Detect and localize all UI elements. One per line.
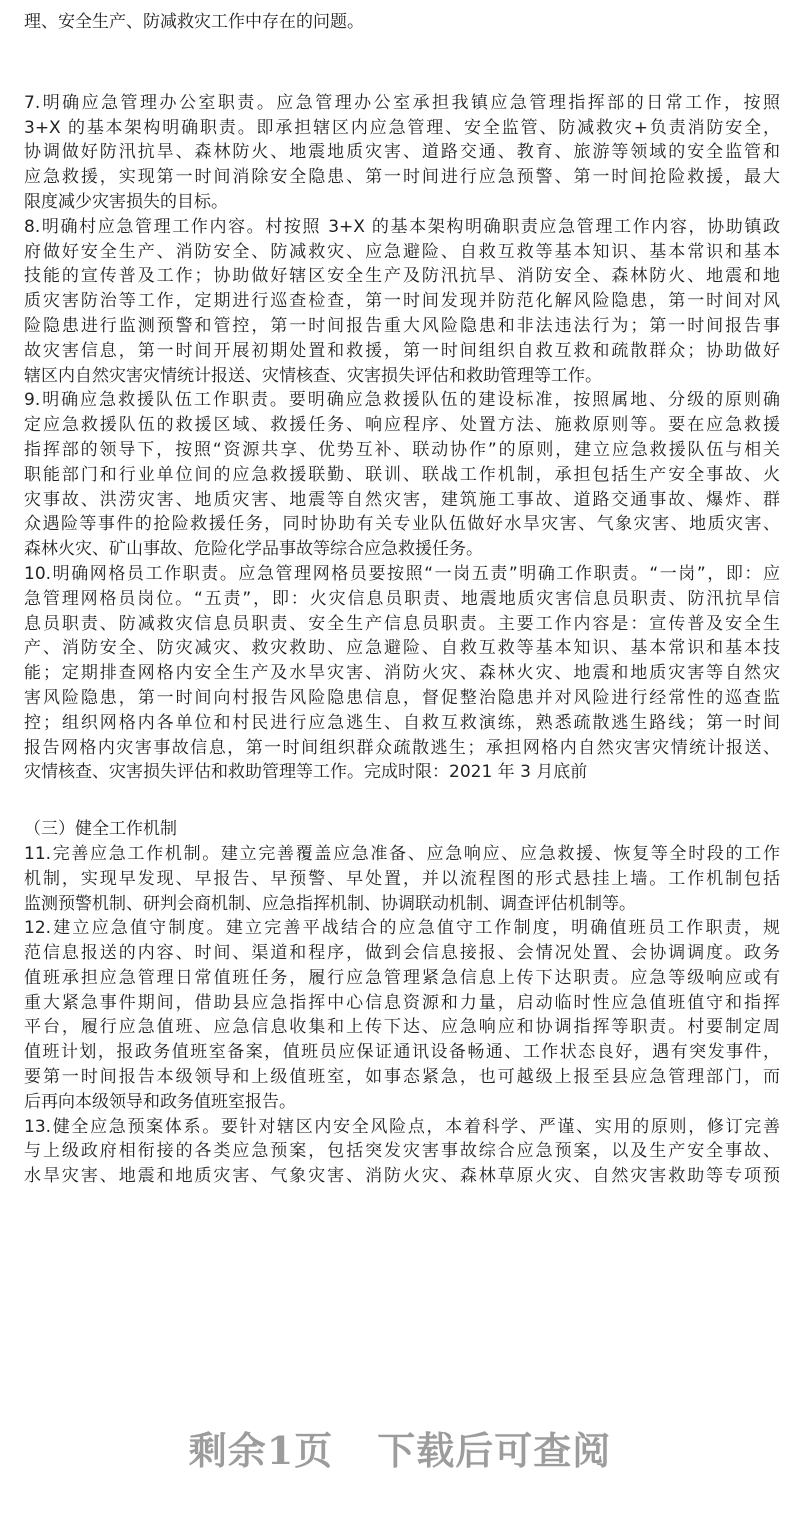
text-line: 与上级政府相衔接的各类应急预案，包括突发灾害事故综合应急预案，以及生产安全事故、: [24, 1141, 780, 1162]
text-line: 要第一时间报告本级领导和上级值班室，如事态紧急，也可越级上报至县应急管理部门，而: [24, 1067, 780, 1088]
text-line: 控；组织网格内各单位和村民进行应急逃生、自救互救演练，熟悉疏散逃生路线；第一时间: [24, 712, 780, 733]
text-line: 灾情核查、灾害损失评估和救助管理等工作。完成时限：2021 年 3 月底前: [24, 762, 588, 783]
text-line: 能；定期排查网格内安全生产及水旱灾害、消防火灾、森林火灾、地震和地质灾害等自然灾: [24, 663, 780, 684]
text-line: 范信息报送的内容、时间、渠道和程序，做到会信息接报、会情况处置、会协调调度。政务: [24, 943, 780, 964]
text-line: 值班承担应急管理日常值班任务，履行应急管理紧急信息上传下达职责。应急等级响应或有: [24, 967, 780, 988]
text-line: 府做好安全生产、消防安全、防减救灾、应急避险、自救互救等基本知识、基本常识和基本: [24, 241, 780, 262]
text-line: 报告网格内灾害事故信息，第一时间组织群众疏散逃生；承担网格内自然灾害灾情统计报送、: [24, 737, 780, 758]
text-line: 定应急救援队伍的救援区域、救援任务、响应程序、处置方法、施救原则等。要在应急救援: [24, 415, 780, 436]
download-prompt[interactable]: [0, 1420, 800, 1475]
text-line: 森林火灾、矿山事故、危险化学品事故等综合应急救援任务。: [24, 539, 483, 560]
text-line: 7.明确应急管理办公室职责。应急管理办公室承担我镇应急管理指挥部的日常工作，按照: [24, 92, 780, 113]
paragraph: [24, 916, 780, 1114]
remaining-pages-label[interactable]: 剩余1页: [188, 1428, 334, 1473]
paragraph: [24, 1115, 780, 1189]
download-to-view-label[interactable]: 下载后可查阅: [377, 1428, 612, 1473]
text-line: 害风险隐患，第一时间向村报告风险隐患信息，督促整治隐患并对风险进行经常性的巡查监: [24, 687, 780, 708]
text-line: 后再向本级领导和政务值班室报告。: [24, 1091, 296, 1112]
section-heading: [24, 817, 780, 842]
paragraph: [24, 91, 780, 215]
text-line: 理、安全生产、防减救灾工作中存在的问题。: [24, 12, 364, 32]
text-line: 技能的宣传普及工作；协助做好辖区安全生产及防汛抗旱、消防安全、森林防火、地震和地: [24, 266, 780, 287]
text-line: 10.明确网格员工作职责。应急管理网格员要按照“一岗五责”明确工作职责。“一岗”，即：应: [24, 563, 780, 584]
text-line: 水旱灾害、地震和地质灾害、气象灾害、消防火灾、森林草原火灾、自然灾害救助等专项预: [24, 1166, 780, 1187]
text-line: 重大紧急事件期间，借助县应急指挥中心信息资源和力量，启动临时性应急值班值守和指挥: [24, 992, 780, 1013]
paragraph: [24, 215, 780, 389]
text-line: 8.明确村应急管理工作内容。村按照 3+X 的基本架构明确职责应急管理工作内容，协助镇政: [24, 216, 780, 237]
document-body: [24, 10, 780, 1189]
text-line: 众遇险等事件的抢险救援任务，同时协助有关专业队伍做好水旱灾害、气象灾害、地质灾害、: [24, 514, 780, 535]
text-line: 险隐患进行监测预警和管控，第一时间报告重大风险隐患和非法违法行为；第一时间报告事: [24, 315, 780, 336]
paragraph: [24, 842, 780, 916]
text-line: 辖区内自然灾害灾情统计报送、灾情核查、灾害损失评估和救助管理等工作。: [24, 365, 602, 386]
paragraph: [24, 388, 780, 562]
text-line: 9.明确应急救援队伍工作职责。要明确应急救援队伍的建设标准，按照属地、分级的原则确: [24, 390, 780, 411]
text-line: 指挥部的领导下，按照“资源共享、优势互补、联动协作”的原则，建立应急救援队伍与相关: [24, 439, 780, 460]
paragraph: [24, 562, 780, 785]
text-line: 机制，实现早发现、早报告、早预警、早处置，并以流程图的形式悬挂上墙。工作机制包括: [24, 868, 780, 889]
text-line: 职能部门和行业单位间的应急救援联勤、联训、联战工作机制，承担包括生产安全事故、火: [24, 464, 780, 485]
text-line: 应急救援，实现第一时间消除安全隐患、第一时间进行应急预警、第一时间抢险救援，最大: [24, 167, 780, 188]
text-line: 限度减少灾害损失的目标。: [24, 191, 228, 212]
text-line: 故灾害信息，第一时间开展初期处置和救援，第一时间组织自救互救和疏散群众；协助做好: [24, 340, 780, 361]
text-line: 产、消防安全、防灾减灾、救灾救助、应急避险、自救互救等基本知识、基本常识和基本技: [24, 638, 780, 659]
text-line: 11.完善应急工作机制。建立完善覆盖应急准备、应急响应、应急救援、恢复等全时段的工作: [24, 843, 780, 864]
content-fade: [0, 1350, 800, 1400]
text-line: 灾事故、洪涝灾害、地质灾害、地震等自然灾害，建筑施工事故、道路交通事故、爆炸、群: [24, 489, 780, 510]
text-line: 监测预警机制、研判会商机制、应急指挥机制、协调联动机制、调查评估机制等。: [24, 893, 636, 914]
text-line: 平台，履行应急值班、应急信息收集和上传下达、应急响应和协调指挥等职责。村要制定周: [24, 1017, 780, 1038]
text-line: 急管理网格员岗位。“五责”，即：火灾信息员职责、地震地质灾害信息员职责、防汛抗旱信: [24, 588, 780, 609]
text-line: 值班计划，报政务值班室备案，值班员应保证通讯设备畅通、工作状态良好，遇有突发事件，: [24, 1042, 780, 1063]
text-line: 12.建立应急值守制度。建立完善平战结合的应急值守工作制度，明确值班员工作职责，规: [24, 918, 780, 939]
text-line: 协调做好防汛抗旱、森林防火、地震地质灾害、道路交通、教育、旅游等领域的安全监管和: [24, 142, 780, 163]
text-line: 质灾害防治等工作，定期进行巡查检查，第一时间发现并防范化解风险隐患，第一时间对风: [24, 291, 780, 312]
text-line: 息员职责、防减救灾信息员职责、安全生产信息员职责。主要工作内容是：宣传普及安全生: [24, 613, 780, 634]
paragraph: [24, 10, 780, 35]
text-line: （三）健全工作机制: [24, 819, 177, 840]
text-line: 3+X 的基本架构明确职责。即承担辖区内应急管理、安全监管、防减救灾+负责消防安全，: [24, 117, 780, 138]
text-line: 13.健全应急预案体系。要针对辖区内安全风险点，本着科学、严谨、实用的原则，修订完善: [24, 1116, 780, 1137]
